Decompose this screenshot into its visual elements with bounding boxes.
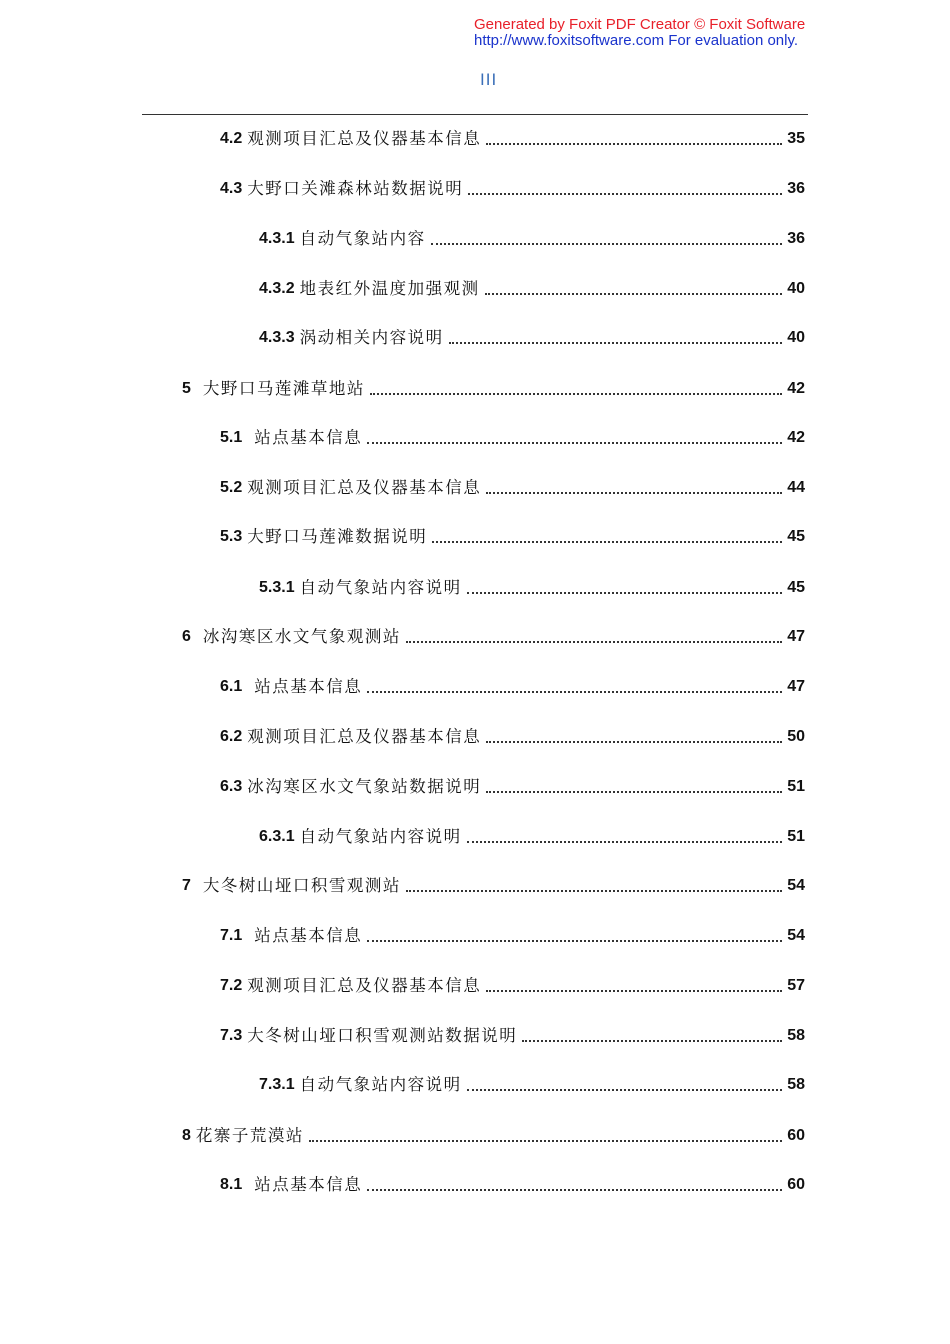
toc-entry-page: 42	[787, 429, 805, 446]
toc-entry-title: 自动气象站内容说明	[299, 1075, 462, 1094]
dot-leader	[449, 342, 783, 344]
toc-entry-number: 8	[182, 1127, 191, 1144]
toc-entry[interactable]	[182, 625, 805, 649]
dot-leader	[486, 791, 782, 793]
dot-leader	[522, 1040, 782, 1042]
toc-entry-page: 40	[787, 329, 805, 346]
toc-entry-number: 7.3.1	[259, 1076, 295, 1093]
dot-leader	[467, 841, 783, 843]
toc-entry-title: 观测项目汇总及仪器基本信息	[247, 478, 482, 497]
toc-entry-number: 4.3.2	[259, 280, 295, 297]
dot-leader	[370, 393, 782, 395]
toc-entry-number: 7.1	[220, 927, 243, 944]
watermark-line-1: Generated by Foxit PDF Creator © Foxit Software	[474, 16, 806, 33]
toc-entry-title: 冰沟寒区水文气象观测站	[202, 627, 401, 646]
toc-entry-number: 6	[182, 628, 191, 645]
dot-leader	[367, 691, 782, 693]
dot-leader	[406, 890, 782, 892]
toc-entry-title: 站点基本信息	[254, 1175, 363, 1194]
toc-entry-title: 花寨子荒漠站	[195, 1126, 304, 1145]
toc-entry-page: 54	[787, 927, 805, 944]
toc-entry[interactable]	[259, 1073, 805, 1097]
dot-leader	[432, 541, 782, 543]
dot-leader	[468, 193, 782, 195]
toc-entry-page: 58	[787, 1076, 805, 1093]
toc-entry-number: 4.3.3	[259, 329, 295, 346]
toc-entry[interactable]	[182, 1124, 805, 1148]
toc-entry-title: 观测项目汇总及仪器基本信息	[247, 129, 482, 148]
dot-leader	[486, 990, 782, 992]
toc-entry[interactable]	[220, 476, 805, 500]
header-rule	[142, 114, 808, 115]
toc-entry[interactable]	[220, 127, 805, 151]
dot-leader	[309, 1140, 782, 1142]
toc-entry-number: 5.2	[220, 479, 243, 496]
dot-leader	[486, 741, 782, 743]
toc-entry-page: 57	[787, 977, 805, 994]
toc-entry-number: 5.3	[220, 528, 243, 545]
toc-entry-number: 7	[182, 877, 191, 894]
foxit-watermark	[474, 17, 874, 49]
toc-entry-title: 大野口马莲滩数据说明	[247, 527, 428, 546]
toc-entry-number: 5.1	[220, 429, 243, 446]
toc-entry[interactable]	[259, 576, 805, 600]
toc-entry[interactable]	[220, 775, 805, 799]
toc-entry[interactable]	[220, 426, 805, 450]
toc-entry[interactable]	[220, 177, 805, 201]
toc-entry-title: 涡动相关内容说明	[299, 328, 444, 347]
toc-entry-number: 4.3	[220, 180, 243, 197]
toc-entry-page: 36	[787, 180, 805, 197]
toc-entry-title: 观测项目汇总及仪器基本信息	[247, 976, 482, 995]
toc-entry-title: 自动气象站内容	[299, 229, 426, 248]
dot-leader	[367, 940, 782, 942]
toc-entry[interactable]	[220, 1024, 805, 1048]
dot-leader	[467, 1089, 783, 1091]
dot-leader	[367, 1189, 782, 1191]
dot-leader	[486, 492, 782, 494]
toc-entry[interactable]	[220, 725, 805, 749]
toc-entry[interactable]	[220, 525, 805, 549]
toc-entry[interactable]	[259, 227, 805, 251]
toc-entry-page: 40	[787, 280, 805, 297]
toc-entry[interactable]	[220, 974, 805, 998]
toc-entry-page: 50	[787, 728, 805, 745]
toc-entry-number: 6.3.1	[259, 828, 295, 845]
toc-entry-page: 42	[787, 380, 805, 397]
toc-entry-title: 大冬树山垭口积雪观测站	[202, 876, 401, 895]
dot-leader	[485, 293, 783, 295]
toc-entry[interactable]	[220, 675, 805, 699]
page-number: III	[480, 70, 498, 89]
toc-entry-title: 大冬树山垭口积雪观测站数据说明	[247, 1026, 518, 1045]
toc-entry-number: 7.2	[220, 977, 243, 994]
toc-entry-number: 4.3.1	[259, 230, 295, 247]
toc-entry-page: 58	[787, 1027, 805, 1044]
toc-entry-page: 60	[787, 1176, 805, 1193]
toc-entry-number: 6.2	[220, 728, 243, 745]
toc-entry-title: 站点基本信息	[254, 677, 363, 696]
toc-entry-page: 51	[787, 828, 805, 845]
toc-entry-page: 54	[787, 877, 805, 894]
dot-leader	[431, 243, 783, 245]
toc-entry-title: 地表红外温度加强观测	[299, 279, 480, 298]
toc-entry-number: 5.3.1	[259, 579, 295, 596]
toc-entry-title: 冰沟寒区水文气象站数据说明	[247, 777, 482, 796]
toc-entry-title: 观测项目汇总及仪器基本信息	[247, 727, 482, 746]
toc-entry[interactable]	[220, 924, 805, 948]
toc-entry-page: 44	[787, 479, 805, 496]
toc-entry-page: 47	[787, 628, 805, 645]
toc-entry-title: 站点基本信息	[254, 428, 363, 447]
dot-leader	[367, 442, 782, 444]
toc-entry-number: 7.3	[220, 1027, 243, 1044]
dot-leader	[486, 143, 782, 145]
toc-entry[interactable]	[182, 874, 805, 898]
toc-entry-title: 大野口马莲滩草地站	[202, 379, 365, 398]
dot-leader	[467, 592, 783, 594]
toc-entry-number: 6.3	[220, 778, 243, 795]
toc-entry-page: 47	[787, 678, 805, 695]
toc-entry-page: 35	[787, 130, 805, 147]
toc-entry-page: 60	[787, 1127, 805, 1144]
toc-entry[interactable]	[182, 377, 805, 401]
toc-entry-page: 45	[787, 528, 805, 545]
toc-entry[interactable]	[259, 825, 805, 849]
toc-entry-title: 自动气象站内容说明	[299, 578, 462, 597]
toc-entry-page: 36	[787, 230, 805, 247]
dot-leader	[406, 641, 782, 643]
toc-entry[interactable]	[220, 1173, 805, 1197]
toc-entry-page: 51	[787, 778, 805, 795]
toc-entry-page: 45	[787, 579, 805, 596]
watermark-line-2: http://www.foxitsoftware.com For evaluation only.	[474, 32, 799, 49]
toc-entry[interactable]	[259, 326, 805, 350]
toc-entry-number: 6.1	[220, 678, 243, 695]
toc-entry[interactable]	[259, 277, 805, 301]
toc-entry-title: 站点基本信息	[254, 926, 363, 945]
toc-entry-title: 大野口关滩森林站数据说明	[247, 179, 464, 198]
toc-entry-number: 8.1	[220, 1176, 243, 1193]
toc-entry-number: 4.2	[220, 130, 243, 147]
toc-entry-number: 5	[182, 380, 191, 397]
toc-entry-title: 自动气象站内容说明	[299, 827, 462, 846]
